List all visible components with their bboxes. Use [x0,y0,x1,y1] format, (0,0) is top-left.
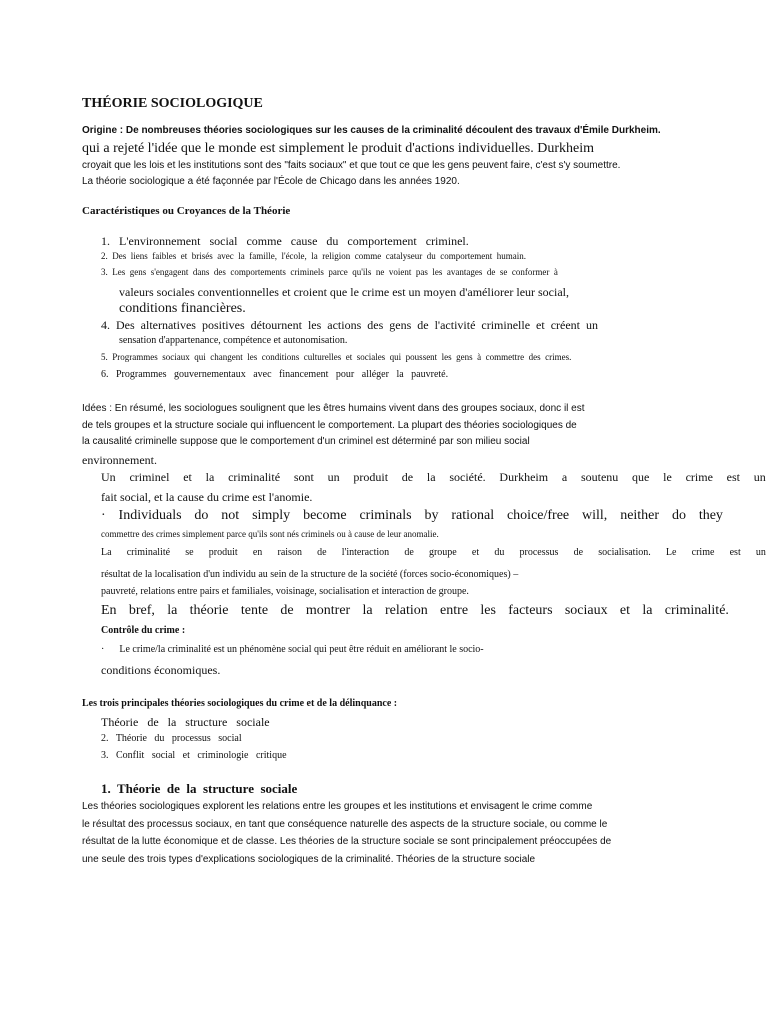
three-theories-item-1: Théorie de la structure sociale [101,715,270,729]
word: sont [293,470,314,484]
word: groupe [428,547,457,558]
controle-heading: Contrôle du crime : [101,625,186,636]
word: criminalité [126,547,171,558]
word: théorie [189,603,229,618]
word: criminalité [228,470,281,484]
section-1-line-2: le résultat des processus sociaux, en tant que conséquence naturelle des aspects de la structure sociale, ou comme le [82,819,608,830]
word: la [426,470,436,484]
word: raison [277,547,302,558]
characteristics-item-3c: conditions financières. [119,301,246,316]
word: crime [685,470,713,484]
word: produit [353,470,389,484]
word: en [252,547,263,558]
characteristics-item-6: 6. Programmes gouvernementaux avec financement pour alléger la pauvreté. [101,369,449,380]
origine-line-2: qui a rejeté l'idée que le monde est simplement le produit d'actions individuelles. Durkheim [82,141,595,156]
characteristics-item-4b: sensation d'appartenance, compétence et autonomisation. [119,335,348,346]
word: sociaux [564,603,608,618]
word: se [185,547,194,558]
idees-line-11: pauvreté, relations entre pairs et familiales, voisinage, socialisation et interaction de groupe. [101,586,469,597]
characteristics-item-2: 2. Des liens faibles et brisés avec la famille, l'école, la religion comme catalyseur du comportement humain. [101,251,526,261]
word: de [317,547,327,558]
word: la [642,603,653,618]
word: criminalité. [664,603,729,618]
word: do [194,508,209,523]
word: soutenu [580,470,619,484]
word: neither [620,508,660,523]
word: un [753,470,766,484]
section-1-line-3: résultat de la lutte économique et de classe. Les théories de la structure sociale se sont principalement préoccupées de [82,836,612,847]
characteristics-item-1: 1. L'environnement social comme cause du comportement criminel. [101,234,469,248]
word: bref, [128,603,155,618]
origine-line-4: La théorie sociologique a été façonnée par l'École de Chicago dans les années 1920. [82,176,460,187]
word: simply [252,508,291,523]
section-1-line-4: une seule des trois types d'explications sociologiques de la criminalité. Théories de la structure sociale [82,854,536,865]
page-title: THÉORIE SOCIOLOGIQUE [82,96,263,111]
word: produit [208,547,238,558]
word: Le [665,547,677,558]
word: de [573,547,584,558]
characteristics-heading: Caractéristiques ou Croyances de la Théorie [82,205,291,217]
word: entre [440,603,469,618]
word: they [698,508,723,523]
word: Durkheim [499,470,549,484]
word: est [729,547,741,558]
origine-line-3: croyait que les lois et les institutions sont des "faits sociaux" et que tout ce que les gens peuvent faire, c'est s'y soumettre. [82,160,621,171]
word: by [424,508,439,523]
idees-line-6: fait social, et la cause du crime est l'anomie. [101,490,313,504]
word: crime [691,547,715,558]
idees-line-2: de tels groupes et la structure sociale qui influencent le comportement. La plupart des théories sociologiques de [82,420,577,431]
word: le [663,470,672,484]
word: la [205,470,215,484]
word: become [303,508,347,523]
word: facteurs [508,603,553,618]
word: et [619,603,631,618]
characteristics-item-3b: valeurs sociales conventionnelles et croient que le crime est un moyen d'améliorer leur social, [119,285,569,299]
word: criminals [359,508,412,523]
word: criminel [129,470,170,484]
word: relation [384,603,428,618]
word: du [494,547,505,558]
idees-line-7 [101,509,723,523]
word: Un [101,470,116,484]
section-1-heading: 1. Théorie de la structure sociale [101,781,298,796]
word: que [632,470,650,484]
word: un [327,470,340,484]
word: a [561,470,568,484]
three-theories-item-3: 3. Conflit social et criminologie critique [101,750,287,761]
idees-line-8: commettre des crimes simplement parce qu'ils sont nés criminels ou à cause de leur anomalie. [101,529,439,539]
word: et [183,470,192,484]
word: un [755,547,766,558]
idees-line-1: Idées : En résumé, les sociologues soulignent que les êtres humains vivent dans des groupes sociaux, donc il est [82,403,585,414]
word: do [671,508,686,523]
origine-bold-line: Origine : De nombreuses théories sociologiques sur les causes de la criminalité découlent des travaux d'Émile Durkheim. [82,125,661,136]
word: la [167,603,178,618]
word: l'interaction [341,547,390,558]
word: Individuals [118,508,182,523]
word: socialisation. [598,547,651,558]
word: de [401,470,414,484]
characteristics-item-3a: 3. Les gens s'engagent dans des comportements criminels parce qu'ils ne voient pas les avantages de se conformer à [101,267,558,277]
word: not [221,508,240,523]
idees-line-4: environnement. [82,453,157,467]
controle-line-2: conditions économiques. [101,663,221,677]
word: de [404,547,414,558]
word: will, [582,508,608,523]
word: société. [449,470,486,484]
idees-line-9 [101,548,766,558]
word: rational [451,508,495,523]
controle-line-1: · Le crime/la criminalité est un phénomène social qui peut être réduit en améliorant le socio- [101,644,484,655]
word: tente [240,603,269,618]
word: et [471,547,480,558]
word: montrer [305,603,351,618]
three-theories-item-2: 2. Théorie du processus social [101,733,242,744]
word: les [480,603,496,618]
word: de [280,603,294,618]
word: En [101,603,117,618]
word: choice/free [506,508,570,523]
section-1-line-1: Les théories sociologiques explorent les relations entre les groupes et les institutions et envisagent le crime comme [82,801,593,812]
idees-line-10: résultat de la localisation d'un individu au sein de la structure de la société (forces socio-économiques) – [101,569,519,580]
characteristics-item-5: 5. Programmes sociaux qui changent les conditions culturelles et sociales qui poussent les gens à commettre des crimes. [101,352,572,362]
characteristics-item-4a: 4. Des alternatives positives détournent les actions des gens de l'activité criminelle et créent un [101,318,599,332]
word: la [362,603,373,618]
word: · [101,508,106,523]
idees-line-5 [101,471,766,483]
idees-line-3: la causalité criminelle suppose que le comportement d'un criminel est déterminé par son milieu social [82,436,530,447]
word: est [726,470,741,484]
word: La [101,547,112,558]
three-theories-heading: Les trois principales théories sociologiques du crime et de la délinquance : [82,698,398,709]
word: processus [519,547,559,558]
idees-line-12 [101,604,729,618]
